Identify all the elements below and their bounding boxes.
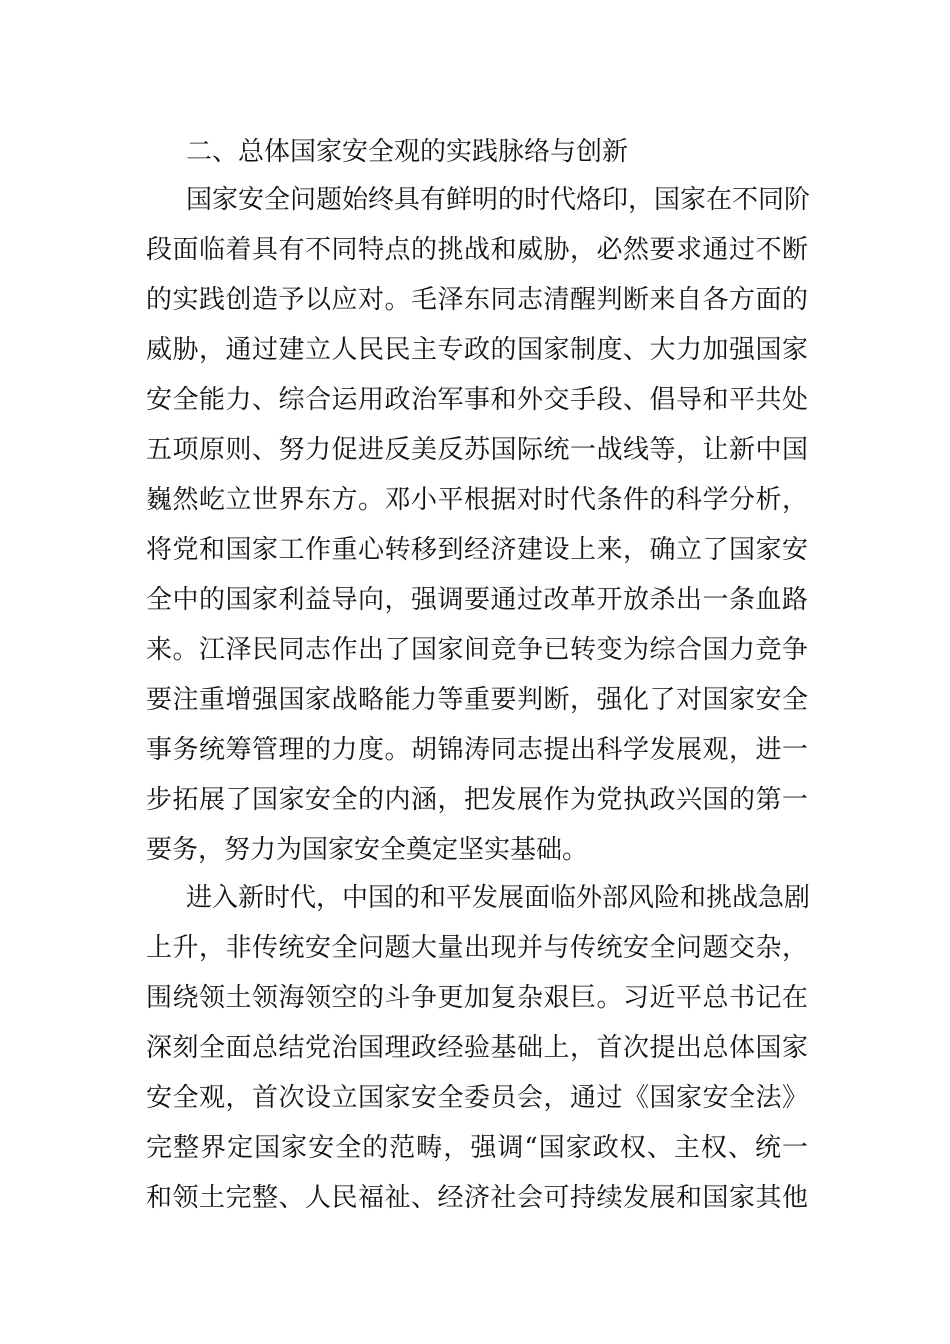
paragraph-2-line-5: 安全观，首次设立国家安全委员会，通过《国家安全法》 bbox=[146, 1083, 808, 1113]
paragraph-1-line-1: 国家安全问题始终具有鲜明的时代烙印，国家在不同阶 bbox=[186, 185, 811, 215]
section-heading: 二、总体国家安全观的实践脉络与创新 bbox=[186, 137, 629, 167]
paragraph-2-line-6: 完整界定国家安全的范畴，强调“国家政权、主权、统一 bbox=[146, 1133, 808, 1163]
paragraph-1-line-4: 威胁，通过建立人民民主专政的国家制度、大力加强国家 bbox=[146, 335, 808, 365]
paragraph-1-line-11: 要注重增强国家战略能力等重要判断，强化了对国家安全 bbox=[146, 685, 808, 715]
paragraph-1-line-8: 将党和国家工作重心转移到经济建设上来，确立了国家安 bbox=[146, 535, 808, 565]
paragraph-1-line-10: 来。江泽民同志作出了国家间竞争已转变为综合国力竞争 bbox=[146, 635, 808, 665]
paragraph-2-line-4: 深刻全面总结党治国理政经验基础上，首次提出总体国家 bbox=[146, 1033, 808, 1063]
paragraph-1-line-2: 段面临着具有不同特点的挑战和威胁，必然要求通过不断 bbox=[146, 235, 808, 265]
paragraph-2-line-1: 进入新时代，中国的和平发展面临外部风险和挑战急剧 bbox=[186, 883, 811, 913]
paragraph-2-line-3: 围绕领土领海领空的斗争更加复杂艰巨。习近平总书记在 bbox=[146, 983, 808, 1013]
paragraph-1-line-9: 全中的国家利益导向，强调要通过改革开放杀出一条血路 bbox=[146, 585, 808, 615]
paragraph-1-line-3: 的实践创造予以应对。毛泽东同志清醒判断来自各方面的 bbox=[146, 285, 808, 315]
paragraph-1-line-13: 步拓展了国家安全的内涵，把发展作为党执政兴国的第一 bbox=[146, 785, 808, 815]
paragraph-2-line-2: 上升，非传统安全问题大量出现并与传统安全问题交杂， bbox=[146, 933, 808, 963]
paragraph-1-line-6: 五项原则、努力促进反美反苏国际统一战线等，让新中国 bbox=[146, 435, 808, 465]
paragraph-1-line-14: 要务，努力为国家安全奠定坚实基础。 bbox=[146, 835, 589, 865]
paragraph-1-line-5: 安全能力、综合运用政治军事和外交手段、倡导和平共处 bbox=[146, 385, 808, 415]
paragraph-2-line-7: 和领土完整、人民福祉、经济社会可持续发展和国家其他 bbox=[146, 1183, 808, 1213]
paragraph-1-line-12: 事务统筹管理的力度。胡锦涛同志提出科学发展观，进一 bbox=[146, 735, 808, 765]
paragraph-1-line-7: 巍然屹立世界东方。邓小平根据对时代条件的科学分析， bbox=[146, 485, 808, 515]
